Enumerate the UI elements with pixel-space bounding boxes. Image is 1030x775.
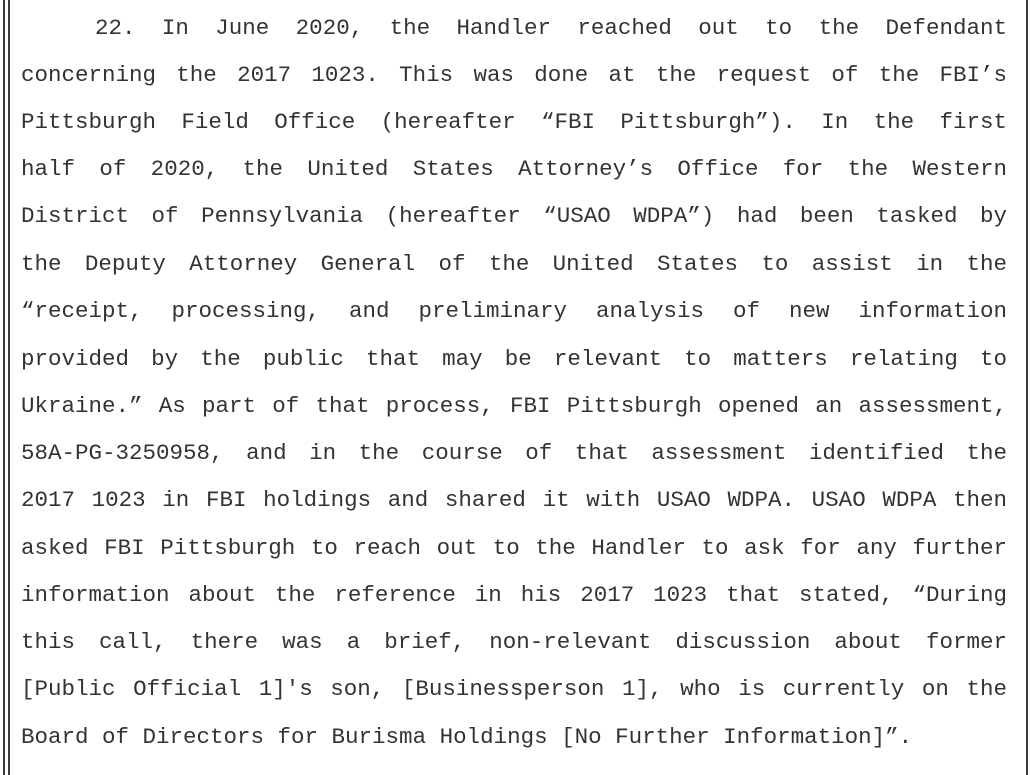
paragraph-line: the Deputy Attorney General of the United States to assist in the — [21, 251, 1007, 277]
paragraph-line: Ukraine.” As part of that process, FBI Pittsburgh opened an assessment, — [21, 393, 1007, 419]
left-margin-rule-inner — [8, 0, 10, 775]
paragraph-line: [Public Official 1]'s son, [Businessperson 1], who is currently on the — [21, 676, 1007, 702]
paragraph-line: 2017 1023 in FBI holdings and shared it with USAO WDPA. USAO WDPA then — [21, 487, 1007, 513]
paragraph-line: concerning the 2017 1023. This was done at the request of the FBI’s — [21, 62, 1007, 88]
paragraph-line: this call, there was a brief, non-relevant discussion about former — [21, 629, 1007, 655]
paragraph-line: 58A-PG-3250958, and in the course of that assessment identified the — [21, 440, 1007, 466]
paragraph-line: provided by the public that may be relevant to matters relating to — [21, 346, 1007, 372]
paragraph-line: Board of Directors for Burisma Holdings [No Further Information]”. — [21, 724, 913, 750]
right-margin-rule — [1026, 0, 1028, 775]
left-margin-rule-outer — [3, 0, 5, 775]
paragraph-line: 22. In June 2020, the Handler reached out to the Defendant — [95, 15, 1007, 41]
paragraph-line: asked FBI Pittsburgh to reach out to the Handler to ask for any further — [21, 535, 1007, 561]
paragraph-line: information about the reference in his 2017 1023 that stated, “During — [21, 582, 1007, 608]
paragraph-line: District of Pennsylvania (hereafter “USAO WDPA”) had been tasked by — [21, 203, 1007, 229]
paragraph-line: Pittsburgh Field Office (hereafter “FBI Pittsburgh”). In the first — [21, 109, 1007, 135]
paragraph-line: “receipt, processing, and preliminary analysis of new information — [21, 298, 1007, 324]
paragraph-line: half of 2020, the United States Attorney’s Office for the Western — [21, 156, 1007, 182]
